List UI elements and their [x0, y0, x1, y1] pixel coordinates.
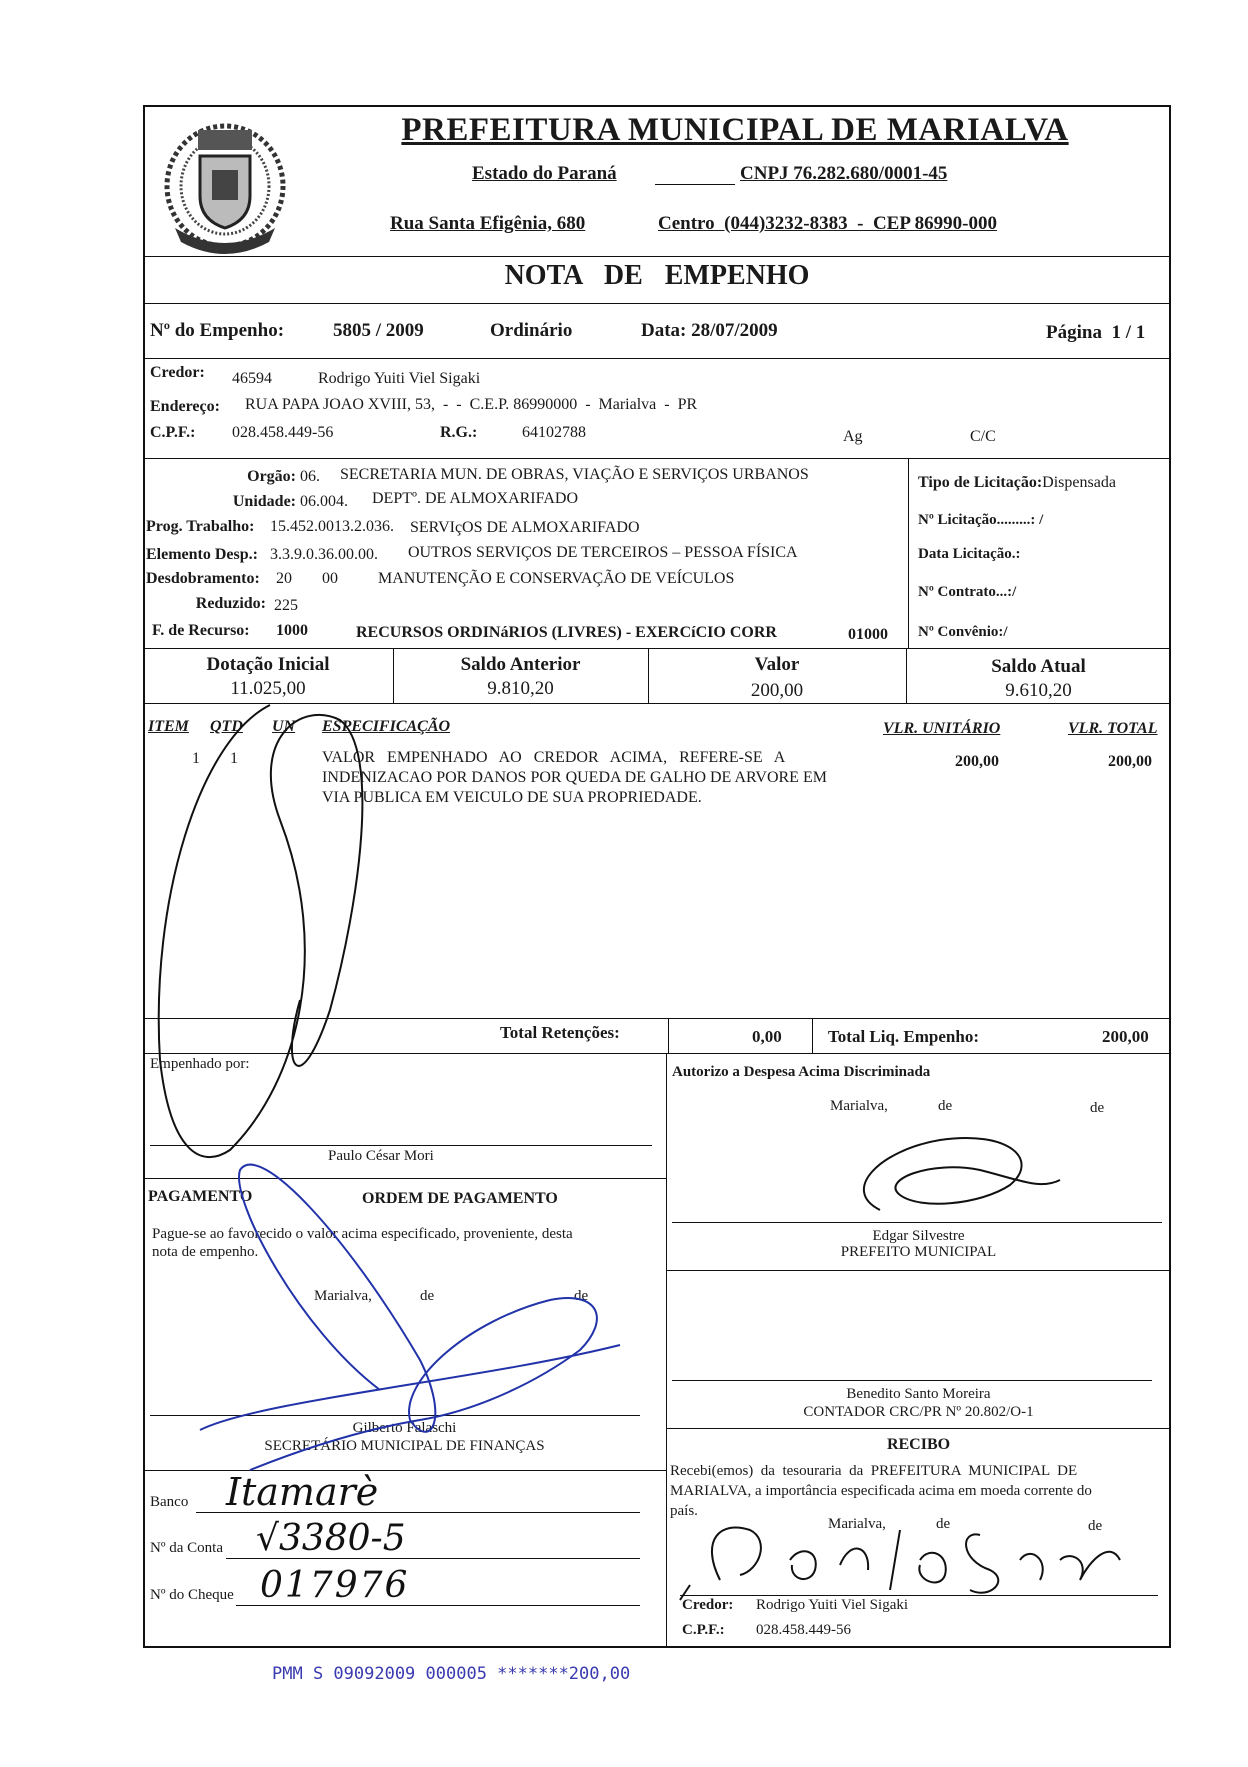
tipo-licitacao-label: Tipo de Licitação: [918, 474, 1043, 491]
address-label: Endereço: [150, 398, 220, 415]
contador-role: CONTADOR CRC/PR Nº 20.802/O-1 [803, 1404, 1034, 1420]
empenhado-por-name: Paulo César Mori [328, 1148, 434, 1164]
licitacao-date: Data Licitação.: [918, 546, 1021, 562]
licitacao-number: Nº Licitação.........: / [918, 512, 1044, 528]
creditor-name: Rodrigo Yuiti Viel Sigaki [318, 370, 481, 387]
agency-label: Ag [843, 428, 863, 445]
row-total-value: 200,00 [1108, 753, 1152, 770]
recibo-credor-label: Credor: [682, 1597, 734, 1613]
valor-value: 200,00 [750, 680, 804, 701]
dotacao-inicial-label: Dotação Inicial [206, 654, 330, 675]
desdobramento-label: Desdobramento: [146, 570, 260, 587]
autorizo-role: PREFEITO MUNICIPAL [840, 1244, 997, 1260]
creditor-label: Credor: [150, 364, 205, 381]
contract-number: Nº Contrato...:/ [918, 584, 1017, 600]
autorizo-de1: de [938, 1098, 953, 1114]
orgao-desc: SECRETARIA MUN. DE OBRAS, VIAÇÃO E SERVIÇOS URBANOS [340, 466, 809, 483]
unidade-code: 06.004. [300, 493, 348, 510]
ordem-pagamento-label: ORDEM DE PAGAMENTO [362, 1190, 558, 1207]
row-item: 1 [192, 750, 200, 767]
creditor-code: 46594 [232, 370, 272, 387]
creditor-cpf: 028.458.449-56 [232, 424, 334, 441]
signature-credor [680, 1527, 1120, 1600]
signature-secretario [200, 1165, 620, 1470]
pagamento-text-line2: nota de empenho. [152, 1244, 259, 1260]
desdobramento-code2: 00 [322, 570, 338, 587]
desdobramento-code: 20 [276, 570, 292, 587]
prog-code: 15.452.0013.2.036. [270, 518, 394, 535]
contador-name: Benedito Santo Moreira [846, 1386, 991, 1402]
empenho-type: Ordinário [490, 320, 573, 341]
row-unit-value: 200,00 [955, 753, 999, 770]
pagamento-city: Marialva, [314, 1288, 372, 1304]
fonte-code: 1000 [276, 622, 308, 639]
recibo-text-line3: país. [670, 1503, 698, 1519]
cheque-value: 017976 [260, 1565, 410, 1606]
banco-value: Itamarè [226, 1470, 379, 1514]
fonte-label: F. de Recurso: [152, 622, 250, 639]
reduzido-label: Reduzido: [195, 595, 266, 612]
saldo-anterior-value: 9.810,20 [487, 678, 554, 699]
pagamento-name: Gilberto Falaschi [352, 1420, 457, 1436]
fonte-number: 01000 [848, 626, 888, 643]
desdobramento-desc: MANUTENÇÃO E CONSERVAÇÃO DE VEÍCULOS [378, 570, 735, 587]
total-retencoes-label: Total Retenções: [500, 1023, 620, 1042]
autorizo-label: Autorizo a Despesa Acima Discriminada [672, 1064, 931, 1080]
col-especificacao: ESPECIFICAÇÃO [322, 718, 451, 735]
elemento-code: 3.3.9.0.36.00.00. [270, 546, 378, 563]
elemento-label: Elemento Desp.: [146, 546, 258, 563]
conta-label: Nº da Conta [150, 1540, 223, 1556]
document-type-title: NOTA DE EMPENHO [504, 260, 810, 291]
saldo-atual-value: 9.610,20 [1005, 680, 1072, 701]
row-desc-line3: VIA PUBLICA EM VEICULO DE SUA PROPRIEDADE. [322, 789, 702, 806]
cnpj: CNPJ 76.282.680/0001-45 [740, 163, 948, 184]
banco-label: Banco [150, 1494, 189, 1510]
recibo-label: RECIBO [886, 1436, 951, 1453]
total-liquido-value: 200,00 [1102, 1027, 1149, 1046]
address-contact: Centro (044)3232-8383 - CEP 86990-000 [658, 213, 997, 234]
unidade-desc: DEPTº. DE ALMOXARIFADO [372, 490, 578, 507]
autorizo-name: Edgar Silvestre [872, 1228, 965, 1244]
convenio-number: Nº Convênio:/ [918, 624, 1008, 640]
recibo-cpf-label: C.P.F.: [682, 1622, 725, 1638]
tipo-licitacao-value: Dispensada [1042, 474, 1116, 491]
empenhado-por-label: Empenhado por: [150, 1056, 250, 1072]
pagamento-label: PAGAMENTO [148, 1188, 253, 1205]
recibo-credor-name: Rodrigo Yuiti Viel Sigaki [756, 1597, 909, 1613]
col-total-value: VLR. TOTAL [1068, 720, 1158, 737]
rg-label: R.G.: [440, 424, 478, 441]
signature-prefeito [864, 1138, 1060, 1210]
row-qtd: 1 [230, 750, 238, 767]
saldo-atual-label: Saldo Atual [991, 656, 1086, 677]
empenho-number-label: Nº do Empenho: [150, 320, 285, 341]
recibo-city: Marialva, [828, 1516, 886, 1532]
state-name: Estado do Paraná [472, 163, 617, 184]
recibo-text-line2: MARIALVA, a importância especificada acima em moeda corrente do [670, 1483, 1092, 1499]
autorizo-city: Marialva, [830, 1098, 888, 1114]
orgao-code: 06. [300, 468, 320, 485]
valor-label: Valor [754, 654, 800, 675]
payment-stamp: PMM S 09092009 000005 *******200,00 [272, 1664, 631, 1684]
saldo-anterior-label: Saldo Anterior [460, 654, 581, 675]
dotacao-inicial-value: 11.025,00 [230, 678, 306, 699]
prog-label: Prog. Trabalho: [146, 518, 255, 535]
unidade-label: Unidade: [232, 493, 296, 510]
conta-value: √3380-5 [256, 1518, 406, 1559]
col-unit-value: VLR. UNITÁRIO [883, 720, 1001, 737]
autorizo-de2: de [1090, 1100, 1105, 1116]
elemento-desc: OUTROS SERVIÇOS DE TERCEIROS – PESSOA FÍSICA [408, 544, 798, 561]
reduzido-code: 225 [274, 597, 298, 614]
prog-desc: SERVIçOS DE ALMOXARIFADO [410, 519, 640, 536]
recibo-text-line1: Recebi(emos) da tesouraria da PREFEITURA MUNICIPAL DE [670, 1463, 1078, 1479]
page-title: PREFEITURA MUNICIPAL DE MARIALVA [401, 112, 1069, 148]
row-desc-line2: INDENIZACAO POR DANOS POR QUEDA DE GALHO DE ARVORE EM [322, 769, 827, 786]
signature-empenhado [159, 705, 363, 1157]
cheque-label: Nº do Cheque [150, 1587, 234, 1603]
address-street: Rua Santa Efigênia, 680 [390, 213, 586, 234]
creditor-address: RUA PAPA JOAO XVIII, 53, - - C.E.P. 86990000 - Marialva - PR [245, 396, 698, 413]
col-qtd: QTD [210, 718, 243, 735]
empenho-number: 5805 / 2009 [333, 320, 424, 341]
recibo-de1: de [936, 1516, 951, 1532]
pagamento-de1: de [420, 1288, 435, 1304]
account-label: C/C [970, 428, 996, 445]
pagamento-role: SECRETÁRIO MUNICIPAL DE FINANÇAS [264, 1438, 545, 1454]
fonte-desc: RECURSOS ORDINáRIOS (LIVRES) - EXERCíCIO CORR [356, 624, 777, 641]
col-item: ITEM [148, 718, 189, 735]
orgao-label: Orgão: [247, 468, 296, 485]
col-un: UN [272, 718, 296, 735]
recibo-cpf: 028.458.449-56 [756, 1622, 851, 1638]
pagamento-text-line1: Pague-se ao favorecido o valor acima especificado, proveniente, desta [152, 1226, 573, 1242]
total-liquido-label: Total Liq. Empenho: [828, 1027, 979, 1046]
page-number: Página 1 / 1 [1046, 322, 1146, 343]
cpf-label: C.P.F.: [150, 424, 196, 441]
pagamento-de2: de [574, 1288, 589, 1304]
empenho-date: Data: 28/07/2009 [641, 320, 778, 341]
row-desc-line1: VALOR EMPENHADO AO CREDOR ACIMA, REFERE-SE A [322, 749, 786, 766]
recibo-de2: de [1088, 1518, 1103, 1534]
creditor-rg: 64102788 [522, 424, 586, 441]
total-retencoes-value: 0,00 [752, 1027, 782, 1046]
